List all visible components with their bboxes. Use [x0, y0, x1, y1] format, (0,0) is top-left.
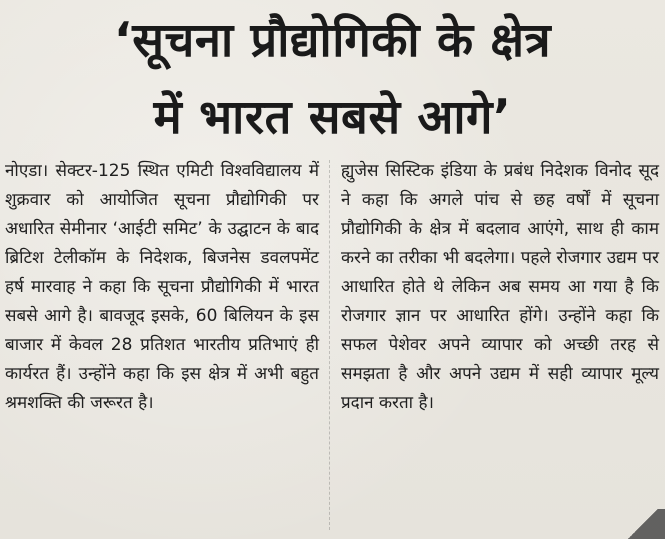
article-right-column: ह्युजेस सिस्टिक इंडिया के प्रबंध निदेशक विनोद सूद ने कहा कि अगले पांच से छह वर्षों में सूचना प्रौद्योगिकी के क्षेत्र में बदलाव आएंगे, साथ ही काम करने का तरीका भी बदलेगा। पहले रोजगार उद्यम पर आधारित होते थे लेकिन अब समय आ गया है कि रोजगार ज्ञान पर आधारित होंगे। उन्होंने कहा कि सफल पेशेवर अपने व्यापार को अच्छी तरह से समझता है और अपने उद्यम में सही व्यापार मूल्य प्रदान करता है। — [341, 161, 659, 413]
column-divider — [329, 160, 330, 530]
article-left-column: नोएडा। सेक्टर-125 स्थित एमिटी विश्वविद्यालय में शुक्रवार को आयोजित सूचना प्रौद्योगिकी पर अधारित सेमीनार ‘आईटी समिट’ के उद्घाटन के बाद ब्रिटिश टेलीकॉम के निदेशक, बिजनेस डवलपमेंट हर्ष मारवाह ने कहा कि सूचना प्रौद्योगिकी में भारत सबसे आगे है। बावजूद इसके, 60 बिलियन के इस बाजार में केवल 28 प्रतिशत भारतीय प्रतिभाएं ही कार्यरत हैं। उन्होंने कहा कि इस क्षेत्र में अभी बहुत श्रमशक्ति की जरूरत है। — [5, 161, 319, 413]
headline-line-2: में भारत सबसे आगे’ — [153, 90, 512, 145]
headline-line-1: ‘सूचना प्रौद्योगिकी के क्षेत्र — [113, 13, 552, 68]
page-fold-corner — [621, 509, 665, 539]
